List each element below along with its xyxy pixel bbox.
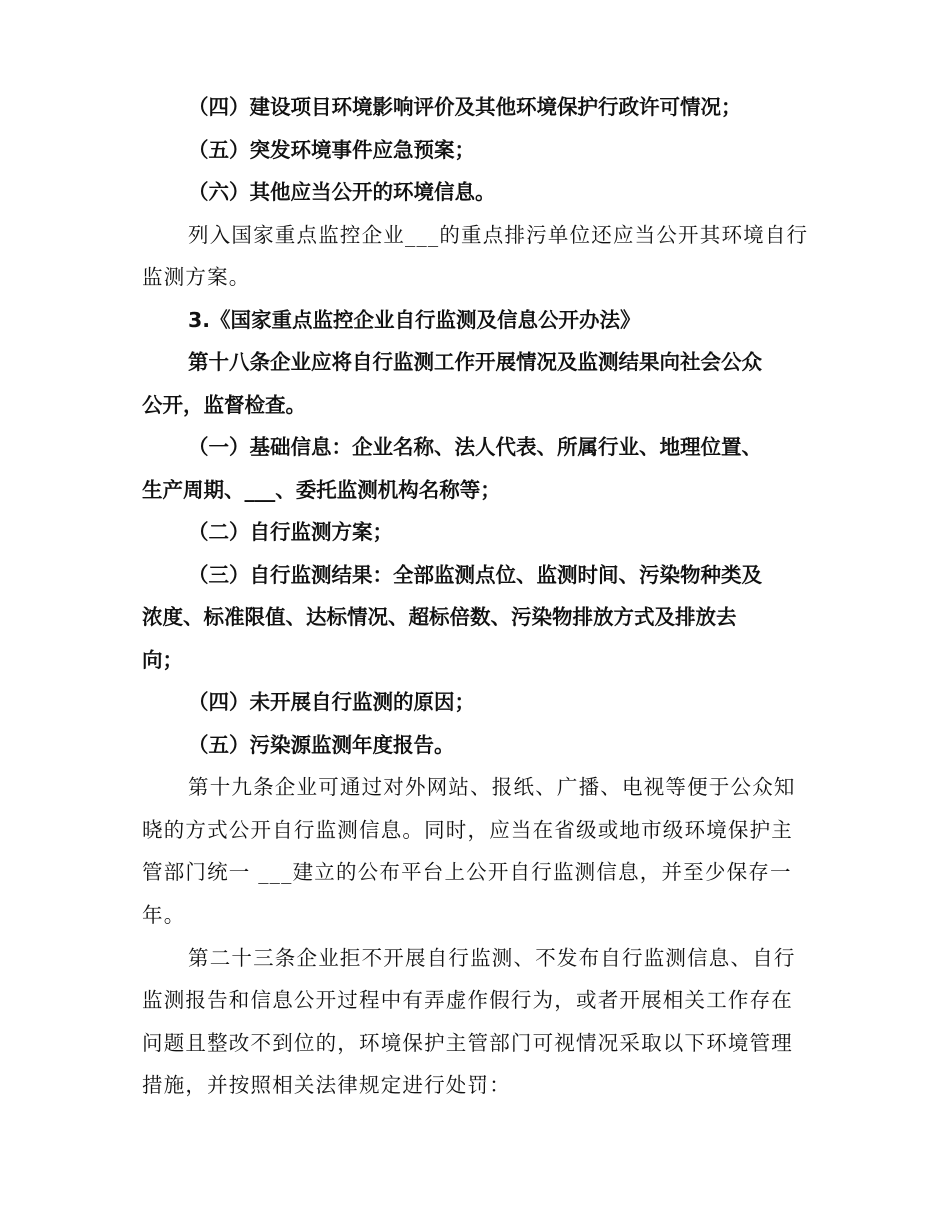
text-line: （四）建设项目环境影响评价及其他环境保护行政许可情况；	[188, 95, 742, 119]
text-line: 向；	[142, 648, 183, 672]
text-line: （六）其他应当公开的环境信息。	[188, 180, 496, 204]
text-line: 年。	[142, 903, 186, 927]
text-line: （五）突发环境事件应急预案；	[188, 138, 475, 162]
text-line: 问题且整改不到位的，环境保护主管部门可视情况采取以下环境管理	[142, 1031, 793, 1055]
text-line: （一）基础信息：企业名称、法人代表、所属行业、地理位置、	[188, 435, 762, 459]
text-line: （二）自行监测方案；	[188, 520, 393, 544]
text-line: 第十八条企业应将自行监测工作开展情况及监测结果向社会公众	[188, 350, 762, 374]
text-line: 列入国家重点监控企业___的重点排污单位还应当公开其环境自行	[188, 223, 809, 247]
text-line: （三）自行监测结果：全部监测点位、监测时间、污染物种类及	[188, 563, 762, 587]
text-line: 监测方案。	[142, 265, 251, 289]
text-line: 晓的方式公开自行监测信息。同时，应当在省级或地市级环境保护主	[142, 818, 793, 842]
text-line: 浓度、标准限值、达标情况、超标倍数、污染物排放方式及排放去	[142, 605, 737, 629]
text-line: 公开，监督检查。	[142, 393, 306, 417]
text-line: 第十九条企业可通过对外网站、报纸、广播、电视等便于公众知	[188, 775, 796, 799]
text-line: 管部门统一 ___建立的公布平台上公开自行监测信息，并至少保存一	[142, 860, 792, 884]
section-heading: 3.《国家重点监控企业自行监测及信息公开办法》	[188, 308, 641, 332]
text-line: 监测报告和信息公开过程中有弄虚作假行为，或者开展相关工作存在	[142, 988, 793, 1012]
text-line: （四）未开展自行监测的原因；	[188, 690, 475, 714]
text-line: 措施，并按照相关法律规定进行处罚：	[142, 1073, 511, 1097]
text-line: 第二十三条企业拒不开展自行监测、不发布自行监测信息、自行	[188, 946, 796, 970]
text-line: 生产周期、___、委托监测机构名称等；	[142, 478, 501, 502]
text-line: （五）污染源监测年度报告。	[188, 733, 455, 757]
